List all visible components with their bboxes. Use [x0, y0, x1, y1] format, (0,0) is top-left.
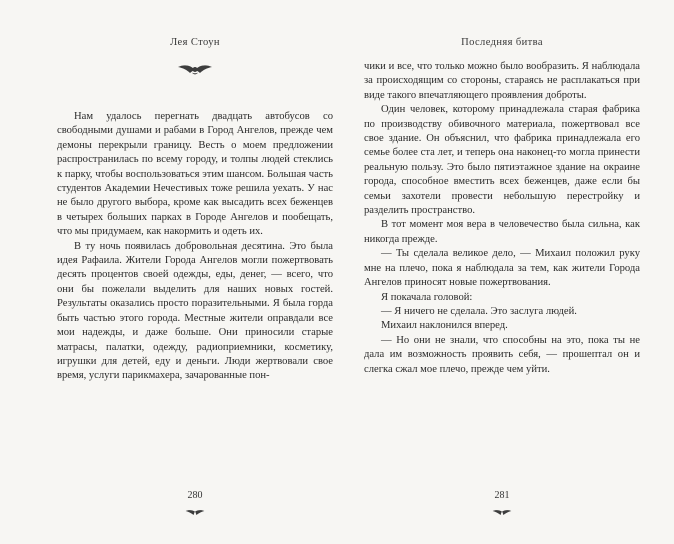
- right-text-block: [364, 60, 640, 377]
- paragraph: — Ты сделала великое дело, — Михаил положил руку мне на плечо, пока я наблюдала за тем, как жители Города Ангелов приносят новые пожертвования.: [364, 248, 640, 289]
- right-running-head: Последняя битва: [461, 37, 543, 48]
- bottom-ornament: [57, 504, 333, 514]
- paragraph: Михаил наклонился вперед.: [381, 320, 508, 332]
- paragraph: — Но они не знали, что способны на это, пока ты не дала им возможность проявить себя, — прошептал он и слегка сжал мое плечо, прежде чем уйти.: [364, 334, 640, 375]
- right-page-footer: [364, 490, 640, 514]
- paragraph: В тот момент моя вера в человечество была сильна, как никогда прежде.: [364, 219, 640, 245]
- left-page-footer: [57, 490, 333, 514]
- right-page: [364, 0, 640, 544]
- paragraph: Я покачала головой:: [381, 291, 473, 303]
- small-wings-icon: [492, 504, 512, 521]
- winged-emblem-icon: [177, 62, 213, 79]
- right-page-number: 281: [494, 490, 510, 501]
- left-page-number: 280: [187, 490, 203, 501]
- left-text-block: [57, 110, 333, 384]
- paragraph: — Я ничего не сделала. Это заслуга людей.: [381, 305, 577, 317]
- left-running-head: Лея Стоун: [170, 37, 220, 48]
- bottom-ornament: [364, 504, 640, 514]
- top-ornament: [57, 62, 333, 84]
- left-page: [57, 0, 333, 544]
- paragraph: Нам удалось перегнать двадцать автобусов со свободными душами и рабами в Город Ангелов, прежде чем демоны перекрыли границу. Весть о моем предложении распространилась по всему городу, и толпы людей стеклись к парку, чтобы воспользоваться этим шансом. Большая часть студентов Академии Нечестивых тоже решила уехать. У нас не было другого выбора, кроме как высадить всех беженцев в четырех больших парках в Городе Ангелов и пообещать, что мы придумаем, как накормить и одеть их.: [57, 111, 333, 238]
- paragraph: В ту ночь появилась добровольная десятина. Это была идея Рафаила. Жители Города Ангелов могли пожертвовать десять процентов своей одежды, еды, денег, — всего, что они бы пожелали выделить для наших новых гостей. Результаты оказались просто поразительными. Я была горда быть частью этого города. Местные жители оправдали все мои надежды, и даже больше. Они приносили старые матрасы, палатки, одежду, радиоприемники, косметику, игрушки для детей, еду и деньги. Люди жертвовали свое время, услуги парикмахера, зачарованные пон-: [57, 240, 333, 382]
- small-wings-icon: [185, 504, 205, 521]
- paragraph: чики и все, что только можно было вообразить. Я наблюдала за происходящим со стороны, стараясь не расплакаться при виде такого впечатляющего проявления доброты.: [364, 61, 640, 101]
- paragraph: Один человек, которому принадлежала старая фабрика по производству обивочного материала, пожертвовал все свое здание. Он объяснил, что фабрика принадлежала его семье более ста лет, и теперь она наконец-то могла принести реальную пользу. Это было пятиэтажное здание на окраине города, способное вместить всех беженцев, даже если бы семьи захотели провести небольшую перестройку и разделить пространство.: [364, 104, 640, 217]
